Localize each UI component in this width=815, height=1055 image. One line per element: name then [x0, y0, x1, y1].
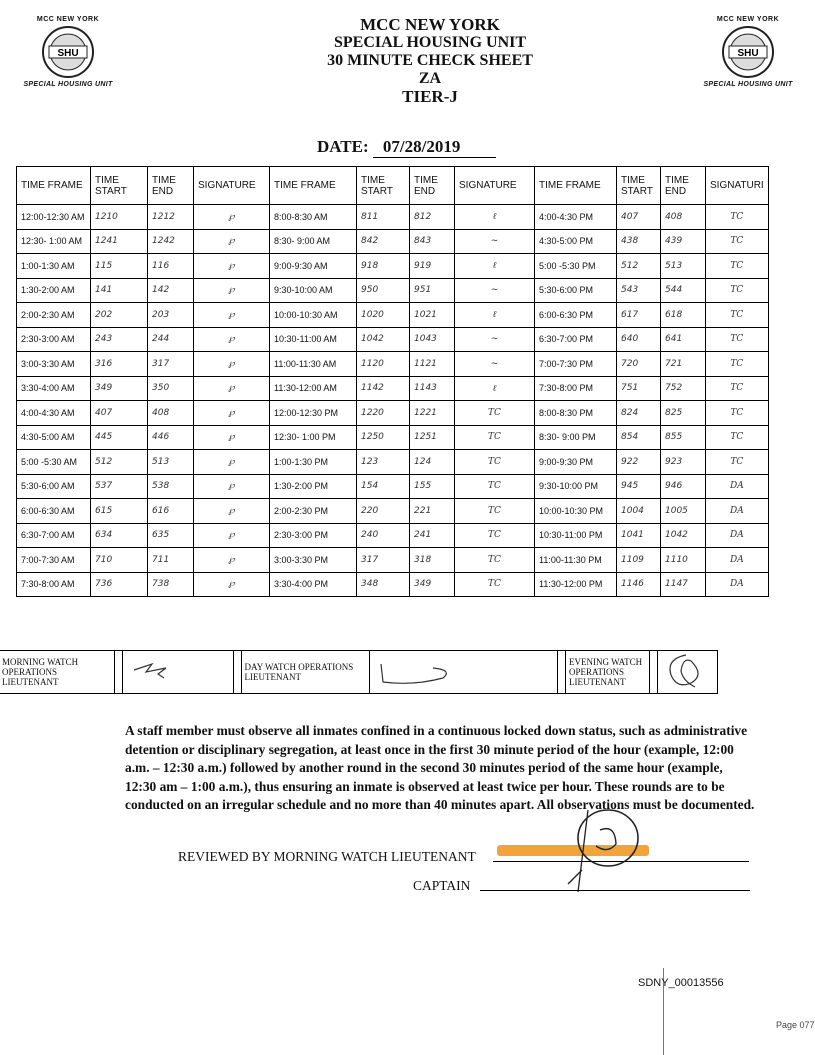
- time-frame-cell: 6:30-7:00 PM: [535, 327, 617, 352]
- signature-cell: TC: [706, 401, 769, 426]
- morning-watch-signature: [122, 651, 233, 694]
- time-frame-cell: 10:30-11:00 PM: [535, 523, 617, 548]
- signature-cell: TC: [706, 254, 769, 279]
- time-start-cell: 1120: [357, 352, 410, 377]
- time-frame-cell: 2:30-3:00 AM: [17, 327, 91, 352]
- col-header: TIME START: [617, 167, 661, 205]
- time-start-cell: 115: [91, 254, 148, 279]
- table-row: [17, 450, 769, 475]
- evening-watch-signature: [658, 651, 717, 694]
- date-row: [317, 137, 496, 158]
- col-header: TIME END: [661, 167, 706, 205]
- time-start-cell: 634: [91, 523, 148, 548]
- time-end-cell: 1121: [410, 352, 455, 377]
- instructions-paragraph: A staff member must observe all inmates confined in a continuous locked down status, such as administrative detention or disciplinary segregation, at least once in the first 30 minute period of the hour (example, 12:00 a.m. – 12:30 a.m.) followed by another round in the second 30 minutes period of the same hour (example, 12:30 am – 1:00 a.m.), thus ensuring an inmate is observed at least twice per hour. These rounds are to be conducted on an irregular schedule and no more than 40 minutes apart. All observations must be documented.: [125, 723, 755, 812]
- time-end-cell: 317: [148, 352, 194, 377]
- time-start-cell: 1241: [91, 229, 148, 254]
- evening-watch-label: EVENING WATCH OPERATIONS LIEUTENANT: [566, 651, 650, 694]
- time-end-cell: 1042: [661, 523, 706, 548]
- time-frame-cell: 12:00-12:30 PM: [270, 401, 357, 426]
- time-frame-cell: 8:00-8:30 PM: [535, 401, 617, 426]
- date-value: 07/28/2019: [373, 137, 496, 158]
- time-frame-cell: 5:00 -5:30 AM: [17, 450, 91, 475]
- reviewed-label: REVIEWED BY MORNING WATCH LIEUTENANT: [178, 849, 476, 864]
- table-row: [17, 425, 769, 450]
- time-end-cell: 635: [148, 523, 194, 548]
- reviewer-signature: [560, 800, 650, 900]
- time-start-cell: 1220: [357, 401, 410, 426]
- signature-cell: TC: [455, 548, 535, 573]
- table-row: [17, 499, 769, 524]
- time-start-cell: 445: [91, 425, 148, 450]
- time-end-cell: 711: [148, 548, 194, 573]
- time-start-cell: 640: [617, 327, 661, 352]
- time-end-cell: 825: [661, 401, 706, 426]
- time-end-cell: 155: [410, 474, 455, 499]
- time-start-cell: 407: [91, 401, 148, 426]
- time-end-cell: 641: [661, 327, 706, 352]
- day-watch-signature: [370, 651, 477, 694]
- table-row: [17, 352, 769, 377]
- spacer-cell: [476, 651, 558, 694]
- time-end-cell: 1143: [410, 376, 455, 401]
- time-start-cell: 220: [357, 499, 410, 524]
- signature-cell: DA: [706, 572, 769, 597]
- time-frame-cell: 6:00-6:30 AM: [17, 499, 91, 524]
- time-end-cell: 1110: [661, 548, 706, 573]
- table-row: [17, 474, 769, 499]
- time-end-cell: 538: [148, 474, 194, 499]
- time-frame-cell: 3:00-3:30 AM: [17, 352, 91, 377]
- time-start-cell: 617: [617, 303, 661, 328]
- time-end-cell: 923: [661, 450, 706, 475]
- time-frame-cell: 2:00-2:30 AM: [17, 303, 91, 328]
- time-end-cell: 513: [661, 254, 706, 279]
- signature-cell: ℘: [194, 229, 270, 254]
- time-end-cell: 241: [410, 523, 455, 548]
- time-start-cell: 824: [617, 401, 661, 426]
- time-frame-cell: 7:00-7:30 PM: [535, 352, 617, 377]
- time-end-cell: 1005: [661, 499, 706, 524]
- time-start-cell: 154: [357, 474, 410, 499]
- table-row: [17, 303, 769, 328]
- time-end-cell: 318: [410, 548, 455, 573]
- title-line-3: 30 MINUTE CHECK SHEET: [327, 52, 533, 69]
- time-end-cell: 1242: [148, 229, 194, 254]
- title-line-2: SPECIAL HOUSING UNIT: [333, 34, 527, 51]
- morning-signature-mark: [126, 660, 186, 682]
- time-frame-cell: 1:30-2:00 PM: [270, 474, 357, 499]
- time-frame-cell: 5:30-6:00 AM: [17, 474, 91, 499]
- signature-cell: ℓ: [455, 205, 535, 230]
- time-start-cell: 407: [617, 205, 661, 230]
- svg-text:SHU: SHU: [737, 48, 759, 59]
- right-logo-seal: [721, 25, 775, 79]
- time-start-cell: 1042: [357, 327, 410, 352]
- time-frame-cell: 4:00-4:30 AM: [17, 401, 91, 426]
- signature-cell: ℘: [194, 303, 270, 328]
- time-end-cell: 408: [148, 401, 194, 426]
- signature-cell: ℘: [194, 254, 270, 279]
- signature-cell: ℘: [194, 401, 270, 426]
- signature-cell: ~: [455, 352, 535, 377]
- time-start-cell: 1210: [91, 205, 148, 230]
- time-end-cell: 721: [661, 352, 706, 377]
- time-end-cell: 946: [661, 474, 706, 499]
- signature-cell: TC: [706, 303, 769, 328]
- time-start-cell: 349: [91, 376, 148, 401]
- time-frame-cell: 9:00-9:30 AM: [270, 254, 357, 279]
- time-start-cell: 1109: [617, 548, 661, 573]
- col-header: TIME START: [357, 167, 410, 205]
- bates-number: SDNY_00013556: [638, 977, 724, 989]
- spacer-cell: [717, 651, 813, 694]
- time-end-cell: 738: [148, 572, 194, 597]
- time-start-cell: 348: [357, 572, 410, 597]
- signature-cell: ~: [455, 327, 535, 352]
- time-frame-cell: 11:00-11:30 PM: [535, 548, 617, 573]
- time-frame-cell: 4:30-5:00 PM: [535, 229, 617, 254]
- table-header-row: [17, 167, 769, 205]
- date-label: DATE:: [317, 137, 369, 156]
- time-frame-cell: 8:00-8:30 AM: [270, 205, 357, 230]
- right-logo-bottom-text: SPECIAL HOUSING UNIT: [703, 81, 793, 88]
- time-start-cell: 202: [91, 303, 148, 328]
- title-line-1: MCC NEW YORK: [360, 15, 500, 34]
- signature-cell: ℘: [194, 572, 270, 597]
- table-row: [17, 327, 769, 352]
- time-frame-cell: 12:30- 1:00 AM: [17, 229, 91, 254]
- signature-cell: DA: [706, 523, 769, 548]
- time-frame-cell: 9:30-10:00 PM: [535, 474, 617, 499]
- time-end-cell: 618: [661, 303, 706, 328]
- time-start-cell: 918: [357, 254, 410, 279]
- time-end-cell: 752: [661, 376, 706, 401]
- time-end-cell: 446: [148, 425, 194, 450]
- time-end-cell: 616: [148, 499, 194, 524]
- table-row: [17, 548, 769, 573]
- signature-cell: DA: [706, 474, 769, 499]
- time-end-cell: 1043: [410, 327, 455, 352]
- col-header: SIGNATURE: [455, 167, 535, 205]
- time-start-cell: 537: [91, 474, 148, 499]
- time-end-cell: 142: [148, 278, 194, 303]
- table-row: [17, 205, 769, 230]
- signature-cell: DA: [706, 499, 769, 524]
- time-frame-cell: 12:30- 1:00 PM: [270, 425, 357, 450]
- signature-cell: ℓ: [455, 254, 535, 279]
- time-frame-cell: 7:30-8:00 AM: [17, 572, 91, 597]
- signature-cell: TC: [455, 523, 535, 548]
- page-number: Page 077: [776, 1020, 815, 1030]
- time-start-cell: 1250: [357, 425, 410, 450]
- time-frame-cell: 1:00-1:30 AM: [17, 254, 91, 279]
- time-end-cell: 951: [410, 278, 455, 303]
- table-row: [17, 523, 769, 548]
- signature-cell: TC: [706, 327, 769, 352]
- time-start-cell: 710: [91, 548, 148, 573]
- signature-cell: ℘: [194, 450, 270, 475]
- time-frame-cell: 7:30-8:00 PM: [535, 376, 617, 401]
- time-start-cell: 141: [91, 278, 148, 303]
- signature-cell: ℘: [194, 205, 270, 230]
- signature-cell: TC: [706, 376, 769, 401]
- time-frame-cell: 9:30-10:00 AM: [270, 278, 357, 303]
- time-start-cell: 243: [91, 327, 148, 352]
- spacer-cell: [558, 651, 566, 694]
- time-end-cell: 244: [148, 327, 194, 352]
- col-header: TIME FRAME: [17, 167, 91, 205]
- time-frame-cell: 3:30-4:00 AM: [17, 376, 91, 401]
- left-logo-seal: [41, 25, 95, 79]
- signature-cell: ~: [455, 278, 535, 303]
- time-start-cell: 945: [617, 474, 661, 499]
- signature-cell: TC: [706, 205, 769, 230]
- signature-cell: ℘: [194, 376, 270, 401]
- signature-cell: TC: [455, 572, 535, 597]
- time-frame-cell: 10:00-10:30 AM: [270, 303, 357, 328]
- time-frame-cell: 2:30-3:00 PM: [270, 523, 357, 548]
- time-start-cell: 1146: [617, 572, 661, 597]
- watch-lieutenant-table: [0, 650, 813, 694]
- table-row: [17, 572, 769, 597]
- signature-cell: TC: [706, 278, 769, 303]
- time-frame-cell: 3:30-4:00 PM: [270, 572, 357, 597]
- time-end-cell: 1251: [410, 425, 455, 450]
- time-end-cell: 116: [148, 254, 194, 279]
- signature-cell: ℘: [194, 548, 270, 573]
- time-frame-cell: 6:00-6:30 PM: [535, 303, 617, 328]
- spacer-cell: [114, 651, 122, 694]
- signature-cell: ℘: [194, 327, 270, 352]
- time-start-cell: 811: [357, 205, 410, 230]
- check-sheet-table: [16, 166, 769, 597]
- left-logo-top-text: MCC NEW YORK: [36, 16, 100, 23]
- time-start-cell: 316: [91, 352, 148, 377]
- time-end-cell: 124: [410, 450, 455, 475]
- signature-cell: TC: [455, 499, 535, 524]
- time-frame-cell: 5:00 -5:30 PM: [535, 254, 617, 279]
- svg-text:SHU: SHU: [57, 48, 79, 59]
- time-start-cell: 1041: [617, 523, 661, 548]
- table-row: [17, 401, 769, 426]
- right-logo-top-text: MCC NEW YORK: [716, 16, 780, 23]
- time-start-cell: 512: [91, 450, 148, 475]
- title-line-4: ZA: [418, 70, 442, 87]
- time-frame-cell: 1:00-1:30 PM: [270, 450, 357, 475]
- time-end-cell: 349: [410, 572, 455, 597]
- time-frame-cell: 10:00-10:30 PM: [535, 499, 617, 524]
- time-frame-cell: 3:00-3:30 PM: [270, 548, 357, 573]
- day-watch-label: DAY WATCH OPERATIONS LIEUTENANT: [241, 651, 369, 694]
- evening-signature-mark: [661, 651, 711, 691]
- col-header: TIME FRAME: [270, 167, 357, 205]
- time-start-cell: 123: [357, 450, 410, 475]
- time-start-cell: 240: [357, 523, 410, 548]
- title-line-5: TIER-J: [402, 87, 458, 106]
- time-end-cell: 350: [148, 376, 194, 401]
- sheet-title: [240, 16, 620, 106]
- time-end-cell: 513: [148, 450, 194, 475]
- col-header: SIGNATURI: [706, 167, 769, 205]
- time-frame-cell: 4:00-4:30 PM: [535, 205, 617, 230]
- time-start-cell: 1020: [357, 303, 410, 328]
- col-header: TIME FRAME: [535, 167, 617, 205]
- time-end-cell: 919: [410, 254, 455, 279]
- time-frame-cell: 8:30- 9:00 PM: [535, 425, 617, 450]
- table-row: [17, 254, 769, 279]
- left-logo-bottom-text: SPECIAL HOUSING UNIT: [23, 81, 113, 88]
- time-end-cell: 1212: [148, 205, 194, 230]
- time-end-cell: 408: [661, 205, 706, 230]
- time-start-cell: 1004: [617, 499, 661, 524]
- time-end-cell: 203: [148, 303, 194, 328]
- time-start-cell: 1142: [357, 376, 410, 401]
- signature-cell: ℘: [194, 499, 270, 524]
- time-frame-cell: 4:30-5:00 AM: [17, 425, 91, 450]
- time-end-cell: 439: [661, 229, 706, 254]
- time-frame-cell: 9:00-9:30 PM: [535, 450, 617, 475]
- right-logo: [698, 16, 798, 88]
- signature-cell: TC: [455, 450, 535, 475]
- captain-signature-line: [480, 890, 750, 891]
- left-logo: [18, 16, 118, 88]
- table-row: [17, 229, 769, 254]
- signature-cell: ℓ: [455, 376, 535, 401]
- time-frame-cell: 11:30-12:00 AM: [270, 376, 357, 401]
- time-end-cell: 544: [661, 278, 706, 303]
- signature-cell: TC: [706, 450, 769, 475]
- signature-cell: ~: [455, 229, 535, 254]
- time-start-cell: 512: [617, 254, 661, 279]
- time-frame-cell: 7:00-7:30 AM: [17, 548, 91, 573]
- time-frame-cell: 2:00-2:30 PM: [270, 499, 357, 524]
- signature-cell: ℓ: [455, 303, 535, 328]
- time-start-cell: 736: [91, 572, 148, 597]
- time-start-cell: 543: [617, 278, 661, 303]
- signature-cell: TC: [706, 352, 769, 377]
- signature-cell: ℘: [194, 278, 270, 303]
- signature-cell: ℘: [194, 523, 270, 548]
- captain-label: CAPTAIN: [413, 878, 471, 893]
- day-signature-mark: [373, 656, 473, 686]
- time-end-cell: 855: [661, 425, 706, 450]
- table-row: [17, 376, 769, 401]
- signature-cell: TC: [706, 425, 769, 450]
- time-frame-cell: 1:30-2:00 AM: [17, 278, 91, 303]
- signature-cell: TC: [455, 474, 535, 499]
- time-start-cell: 854: [617, 425, 661, 450]
- time-start-cell: 438: [617, 229, 661, 254]
- signature-cell: ℘: [194, 352, 270, 377]
- time-frame-cell: 10:30-11:00 AM: [270, 327, 357, 352]
- time-end-cell: 221: [410, 499, 455, 524]
- time-frame-cell: 12:00-12:30 AM: [17, 205, 91, 230]
- time-end-cell: 1021: [410, 303, 455, 328]
- time-start-cell: 615: [91, 499, 148, 524]
- table-row: [17, 278, 769, 303]
- time-frame-cell: 11:30-12:00 PM: [535, 572, 617, 597]
- time-frame-cell: 8:30- 9:00 AM: [270, 229, 357, 254]
- signature-cell: TC: [455, 425, 535, 450]
- time-start-cell: 842: [357, 229, 410, 254]
- time-start-cell: 922: [617, 450, 661, 475]
- col-header: TIME END: [148, 167, 194, 205]
- time-end-cell: 843: [410, 229, 455, 254]
- signature-cell: ℘: [194, 474, 270, 499]
- time-start-cell: 751: [617, 376, 661, 401]
- spacer-cell: [650, 651, 658, 694]
- time-start-cell: 317: [357, 548, 410, 573]
- time-start-cell: 950: [357, 278, 410, 303]
- signature-cell: ℘: [194, 425, 270, 450]
- signature-cell: TC: [706, 229, 769, 254]
- time-start-cell: 720: [617, 352, 661, 377]
- signature-cell: DA: [706, 548, 769, 573]
- time-frame-cell: 6:30-7:00 AM: [17, 523, 91, 548]
- col-header: SIGNATURE: [194, 167, 270, 205]
- spacer-cell: [233, 651, 241, 694]
- time-end-cell: 1221: [410, 401, 455, 426]
- time-end-cell: 812: [410, 205, 455, 230]
- signature-cell: TC: [455, 401, 535, 426]
- col-header: TIME END: [410, 167, 455, 205]
- morning-watch-label: MORNING WATCH OPERATIONS LIEUTENANT: [0, 651, 114, 694]
- time-frame-cell: 5:30-6:00 PM: [535, 278, 617, 303]
- col-header: TIME START: [91, 167, 148, 205]
- time-frame-cell: 11:00-11:30 AM: [270, 352, 357, 377]
- time-end-cell: 1147: [661, 572, 706, 597]
